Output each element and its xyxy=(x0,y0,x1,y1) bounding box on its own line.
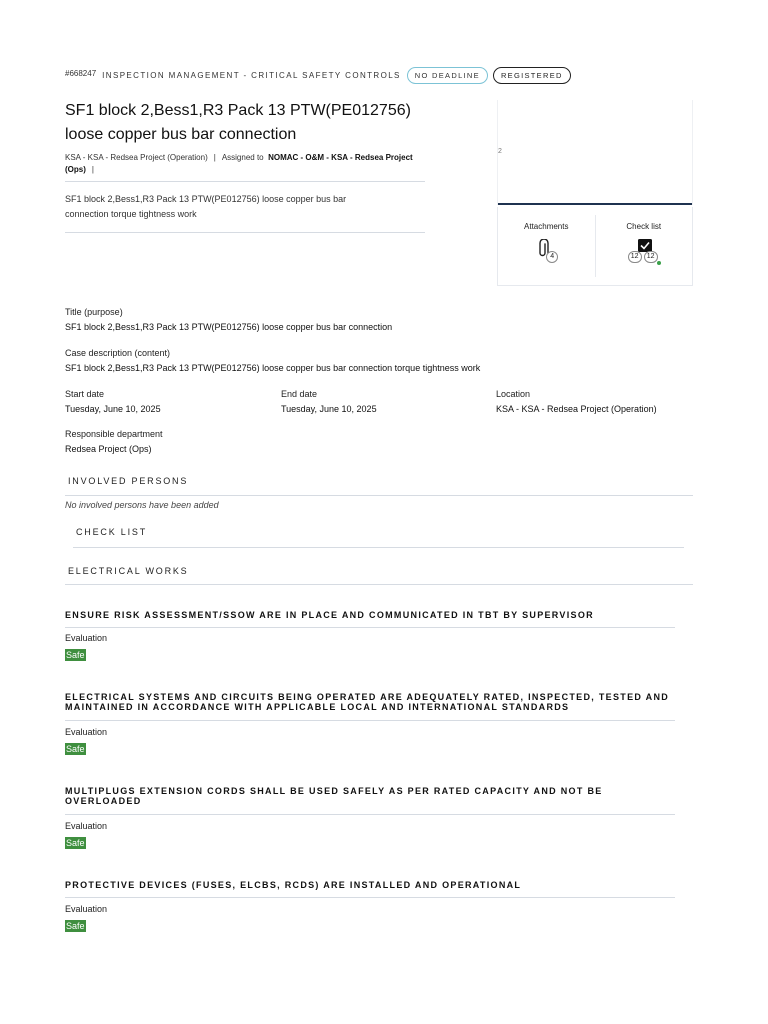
divider xyxy=(65,584,693,585)
divider xyxy=(65,495,693,496)
evaluation-label: Evaluation xyxy=(65,821,108,831)
divider xyxy=(65,814,675,815)
checklist-label: Check list xyxy=(626,222,662,231)
page-title-line: SF1 block 2,Bess1,R3 Pack 13 PTW(PE012756) xyxy=(65,102,411,119)
attachments-label: Attachments xyxy=(524,222,569,231)
case-header xyxy=(65,66,576,84)
question-line: OVERLOADED xyxy=(65,796,142,806)
assigned-label: Assigned to xyxy=(221,153,264,162)
side-preview xyxy=(497,100,693,205)
evaluation-label: Evaluation xyxy=(65,727,108,737)
category-heading: ELECTRICAL WORKS xyxy=(68,566,189,576)
department-value: Redsea Project (Ops) xyxy=(65,444,152,454)
evaluation-label: Evaluation xyxy=(65,904,108,914)
question-line: MAINTAINED IN ACCORDANCE WITH APPLICABLE LOCAL AND INTERNATIONAL STANDARDS xyxy=(65,702,570,712)
assignee-name: NOMAC - O&M - KSA - Redsea Project (Ops) xyxy=(65,153,413,174)
end-date-value: Tuesday, June 10, 2025 xyxy=(281,404,377,414)
divider xyxy=(73,547,684,548)
checklist-question xyxy=(65,610,675,620)
involved-persons-heading: INVOLVED PERSONS xyxy=(68,476,189,486)
status-badge: REGISTERED xyxy=(493,67,571,84)
evaluation-result-badge: Safe xyxy=(66,744,85,754)
deadline-badge: NO DEADLINE xyxy=(407,67,488,84)
project-name: KSA - KSA - Redsea Project (Operation) xyxy=(65,153,208,162)
evaluation-label: Evaluation xyxy=(65,633,108,643)
location-label: Location xyxy=(496,389,531,399)
evaluation-result-badge: Safe xyxy=(66,921,85,931)
start-date-label: Start date xyxy=(65,389,105,399)
description-field-label: Case description (content) xyxy=(65,348,171,358)
summary-line: connection torque tightness work xyxy=(65,209,197,219)
question-line: ELECTRICAL SYSTEMS AND CIRCUITS BEING OPERATED ARE ADEQUATELY RATED, INSPECTED, TESTED AND xyxy=(65,692,670,702)
case-summary xyxy=(65,192,395,222)
case-meta xyxy=(65,152,425,176)
checklist-icon-wrap xyxy=(629,239,659,267)
page-title-line: loose copper bus bar connection xyxy=(65,126,297,143)
case-id: #668247 xyxy=(65,68,97,78)
question-line: MULTIPLUGS EXTENSION CORDS SHALL BE USED SAFELY AS PER RATED CAPACITY AND NOT BE xyxy=(65,786,603,796)
divider xyxy=(65,181,425,182)
department-label: Responsible department xyxy=(65,429,163,439)
divider xyxy=(65,720,675,721)
side-marker: 2 xyxy=(498,148,502,155)
side-summary-panel xyxy=(497,207,693,286)
title-field-label: Title (purpose) xyxy=(65,307,123,317)
title-field-value: SF1 block 2,Bess1,R3 Pack 13 PTW(PE012756) loose copper bus bar connection xyxy=(65,322,393,332)
description-field-value: SF1 block 2,Bess1,R3 Pack 13 PTW(PE012756) loose copper bus bar connection torque tightness work xyxy=(65,363,481,373)
side-accent-bar xyxy=(498,203,692,205)
attachments-tile[interactable] xyxy=(498,207,595,285)
attachments-icon-wrap xyxy=(531,239,561,267)
question-line: PROTECTIVE DEVICES (FUSES, ELCBS, RCDS) ARE INSTALLED AND OPERATIONAL xyxy=(65,880,522,890)
checklist-tile[interactable] xyxy=(595,215,693,277)
checklist-total-badge: 12 xyxy=(644,251,658,263)
checklist-question xyxy=(65,880,675,890)
location-value: KSA - KSA - Redsea Project (Operation) xyxy=(496,404,657,414)
checklist-question xyxy=(65,786,675,806)
divider xyxy=(65,232,425,233)
summary-line: SF1 block 2,Bess1,R3 Pack 13 PTW(PE012756) loose copper bus bar xyxy=(65,194,347,204)
end-date-label: End date xyxy=(281,389,318,399)
checklist-question xyxy=(65,692,675,712)
start-date-value: Tuesday, June 10, 2025 xyxy=(65,404,161,414)
divider xyxy=(65,897,675,898)
divider xyxy=(65,627,675,628)
evaluation-result-badge: Safe xyxy=(66,838,85,848)
meta-separator: | xyxy=(91,165,94,174)
page-title xyxy=(65,99,425,147)
involved-empty-message: No involved persons have been added xyxy=(65,500,219,510)
checklist-heading: CHECK LIST xyxy=(76,527,148,537)
attachments-count-badge: 4 xyxy=(546,251,558,263)
checklist-done-badge: 12 xyxy=(628,251,642,263)
meta-separator: | xyxy=(213,153,216,162)
question-line: ENSURE RISK ASSESSMENT/SSOW ARE IN PLACE AND COMMUNICATED IN TBT BY SUPERVISOR xyxy=(65,610,594,620)
complete-status-dot xyxy=(657,261,661,265)
evaluation-result-badge: Safe xyxy=(66,650,85,660)
module-name: INSPECTION MANAGEMENT - CRITICAL SAFETY CONTROLS xyxy=(102,70,401,80)
